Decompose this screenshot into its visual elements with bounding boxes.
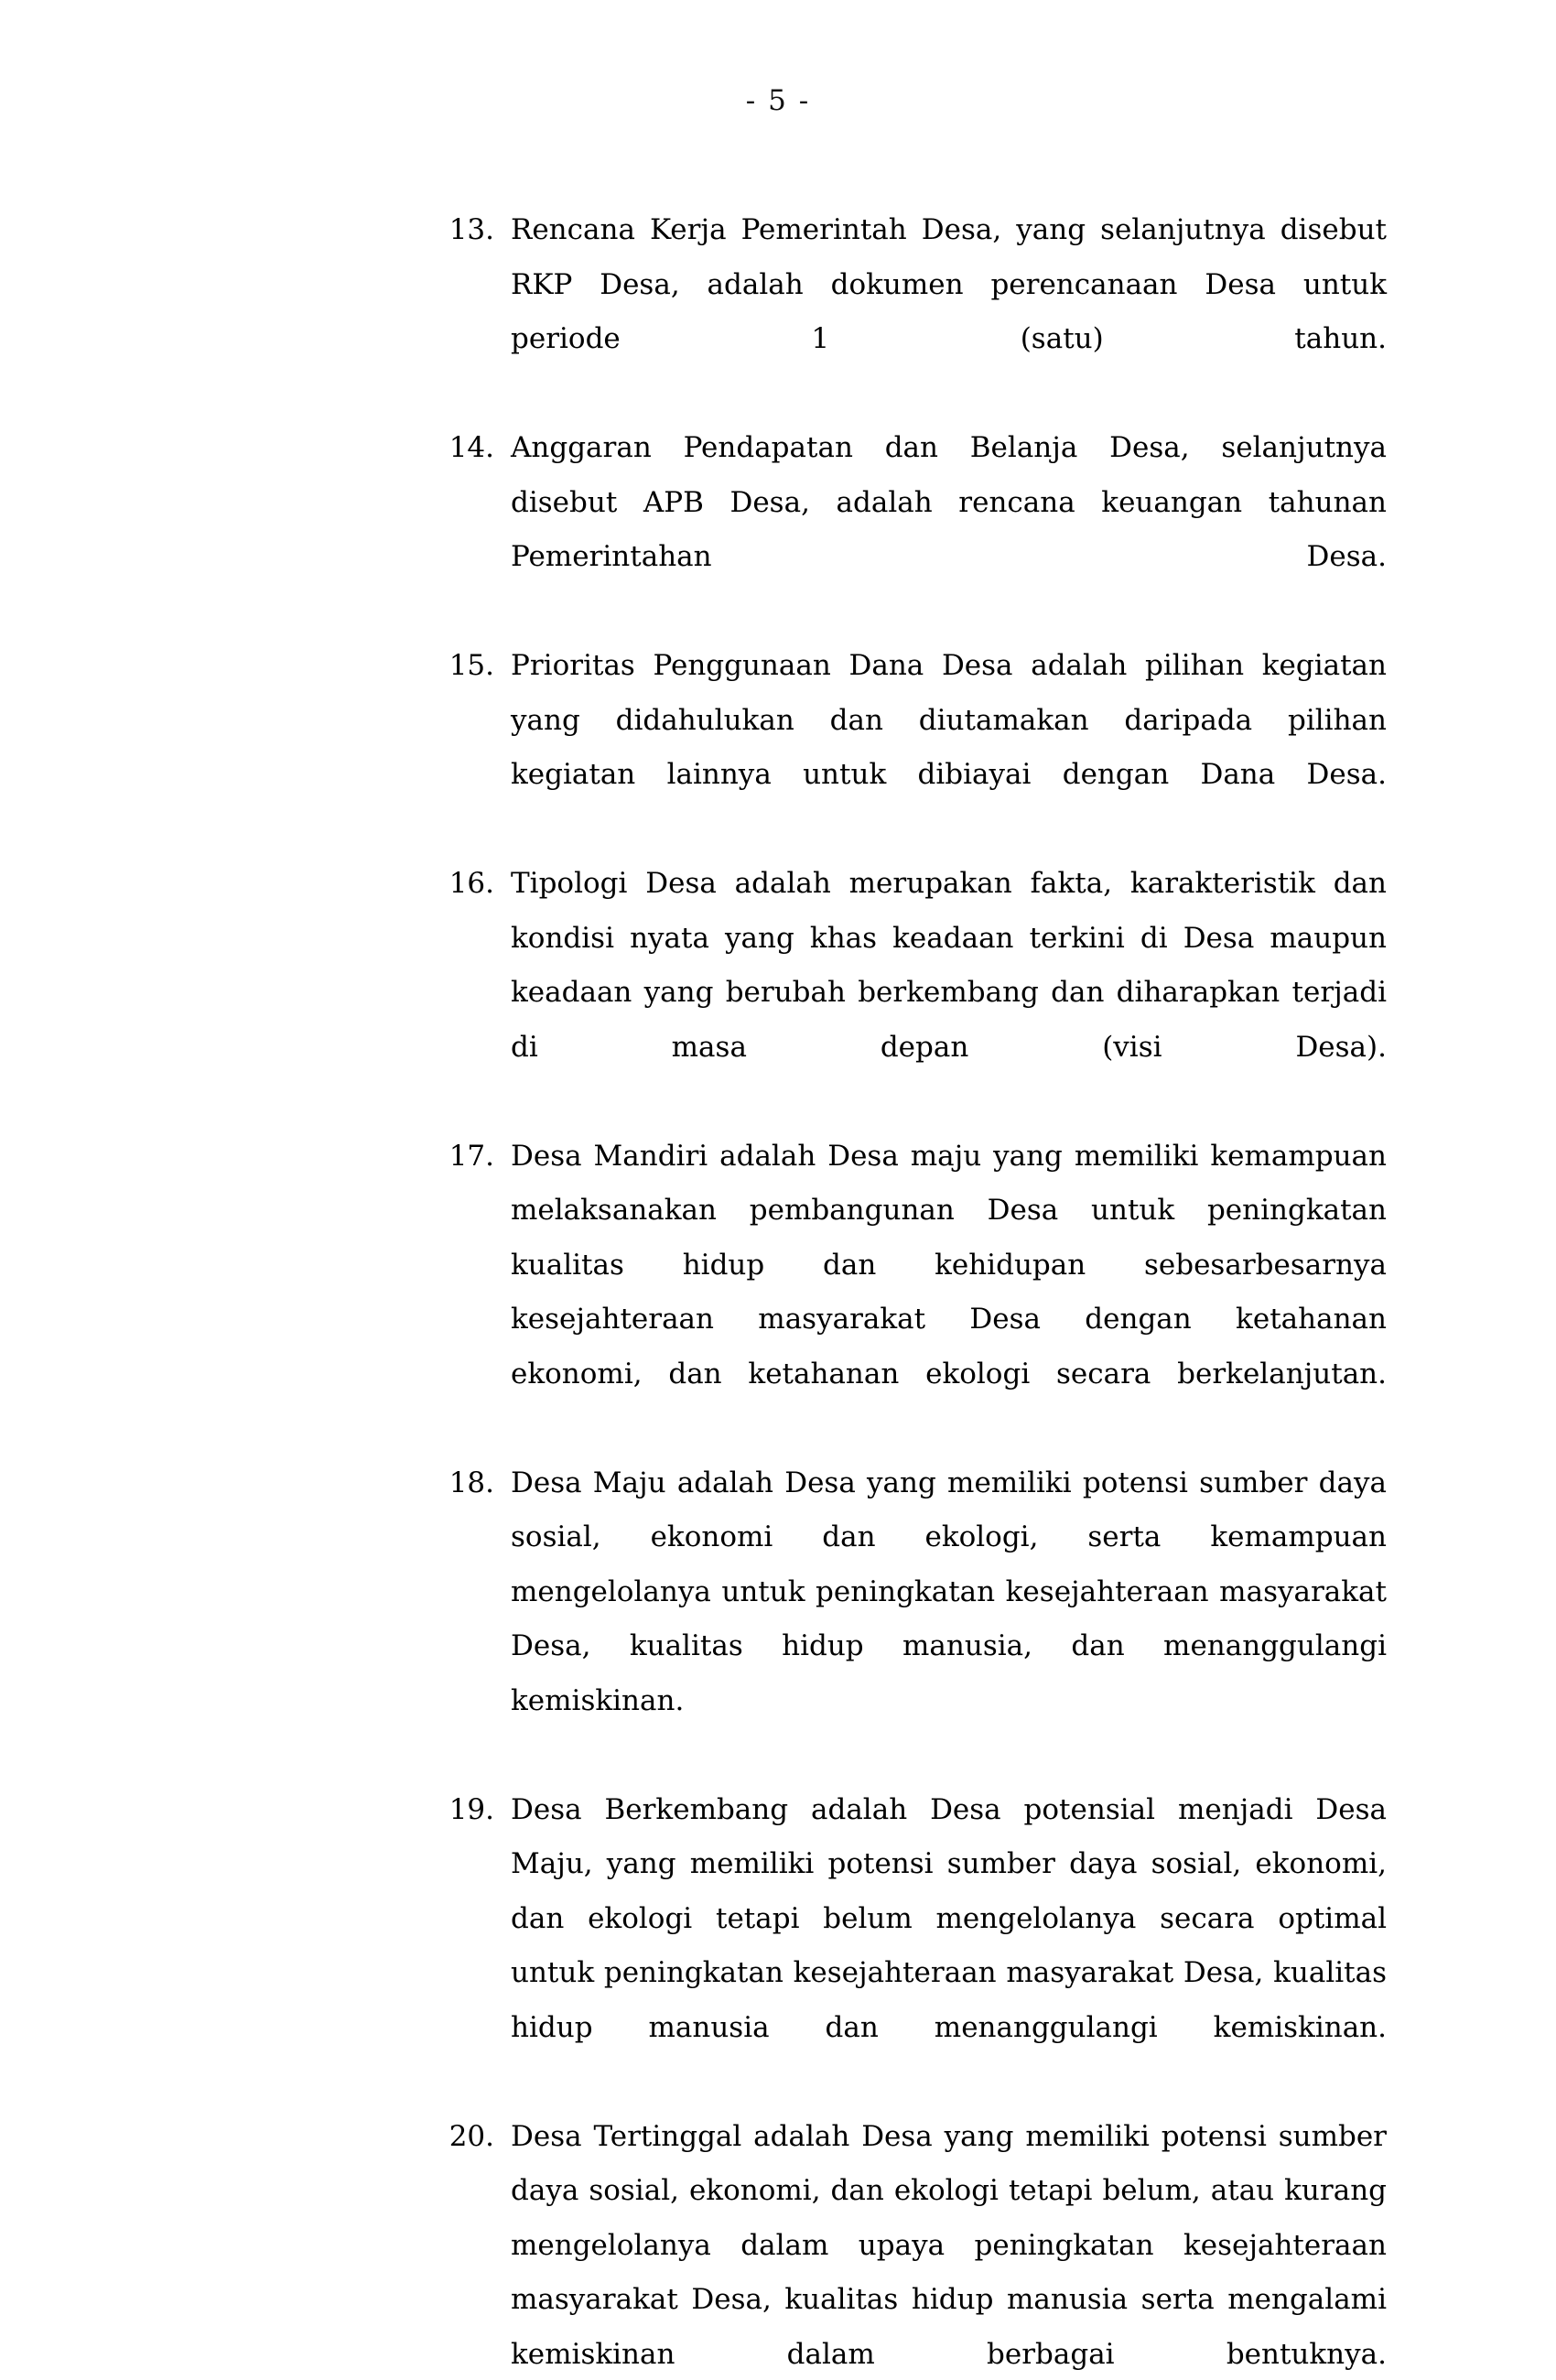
list-item (430, 1130, 1387, 1456)
list-item-number: 19. (448, 1792, 494, 1826)
list-item (430, 1783, 1387, 2110)
definition-list (430, 203, 1387, 2380)
list-item (430, 2110, 1387, 2380)
list-item-text: Rencana Kerja Pemerintah Desa, yang selanjutnya disebut RKP Desa, adalah dokumen perencanaan Desa untuk periode 1 (satu) tahun. (511, 213, 1387, 355)
list-item-text: Prioritas Penggunaan Dana Desa adalah pilihan kegiatan yang didahulukan dan diutamakan daripada pilihan kegiatan lainnya untuk dibiayai dengan Dana Desa. (511, 649, 1387, 791)
document-body (430, 203, 1387, 2380)
list-item-number: 13. (448, 213, 494, 246)
list-item-text: Desa Berkembang adalah Desa potensial menjadi Desa Maju, yang memiliki potensi sumber daya sosial, ekonomi, dan ekologi tetapi belum mengelolanya secara optimal untuk peningkatan kesejahteraan masyarakat Desa, kualitas hidup manusia dan menanggulangi kemiskinan. (511, 1792, 1387, 2044)
list-item (430, 203, 1387, 421)
list-item-number: 14. (448, 431, 494, 464)
list-item-text: Desa Maju adalah Desa yang memiliki potensi sumber daya sosial, ekonomi dan ekologi, serta kemampuan mengelolanya untuk peningkatan kesejahteraan masyarakat Desa, kualitas hidup manusia, dan menanggulangi kemiskinan. (511, 1466, 1387, 1717)
list-item (430, 1456, 1387, 1783)
list-item-number: 18. (448, 1466, 494, 1499)
list-item-number: 17. (448, 1139, 494, 1173)
list-item-text: Anggaran Pendapatan dan Belanja Desa, selanjutnya disebut APB Desa, adalah rencana keuangan tahunan Pemerintahan Desa. (511, 431, 1387, 573)
page-number: - 5 - (745, 84, 811, 117)
list-item (430, 421, 1387, 639)
list-item-number: 15. (448, 649, 494, 682)
list-item-text: Tipologi Desa adalah merupakan fakta, karakteristik dan kondisi nyata yang khas keadaan terkini di Desa maupun keadaan yang berubah berkembang dan diharapkan terjadi di masa depan (visi Desa). (511, 867, 1387, 1064)
list-item-number: 16. (448, 867, 494, 900)
list-item (430, 857, 1387, 1130)
list-item-number: 20. (448, 2119, 494, 2153)
list-item-text: Desa Mandiri adalah Desa maju yang memiliki kemampuan melaksanakan pembangunan Desa untuk peningkatan kualitas hidup dan kehidupan sebesarbesarnya kesejahteraan masyarakat Desa dengan ketahanan ekonomi, dan ketahanan ekologi secara berkelanjutan. (511, 1139, 1387, 1390)
list-item-text: Desa Tertinggal adalah Desa yang memiliki potensi sumber daya sosial, ekonomi, dan ekologi tetapi belum, atau kurang mengelolanya dalam upaya peningkatan kesejahteraan masyarakat Desa, kualitas hidup manusia serta mengalami kemiskinan dalam berbagai bentuknya. (511, 2119, 1387, 2371)
list-item (430, 639, 1387, 857)
